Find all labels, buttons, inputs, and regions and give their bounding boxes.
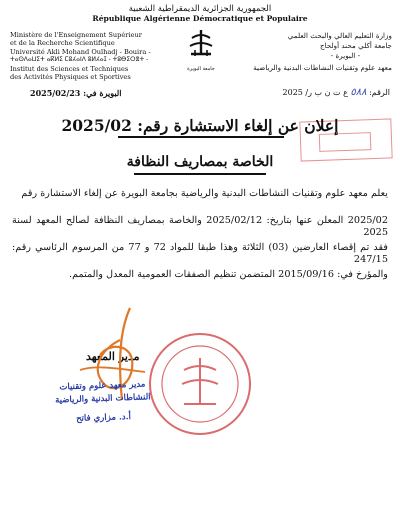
institute-french-2: des Activités Physiques et Sportives <box>10 73 131 81</box>
announcement-subtitle: الخاصة بمصاريف النظافة <box>126 154 274 170</box>
reference-number <box>283 88 390 98</box>
republic-arabic: الجمهورية الجزائرية الديمقراطية الشعبية <box>128 4 272 14</box>
director-stamp <box>47 378 159 427</box>
place-date <box>30 88 121 98</box>
document-date: 2025/02/23 <box>30 88 81 98</box>
stamp-name: أ.د. مزاري فاتح <box>75 412 132 424</box>
place-date-label: البويرة في: <box>83 88 122 98</box>
city-arabic: - البويرة - <box>330 51 360 60</box>
body-line-2: 2025/02 المعلن عنها بتاريخ: 2025/02/12 والخاصة بمصاريف النظافة لصالح المعهد لسنة 2025 <box>12 215 388 238</box>
body-line-4: والمؤرخ في: 2015/09/16 المتضمن تنظيم الصفقات العمومية المعدل والمتمم. <box>69 269 388 280</box>
republic-french: République Algérienne Démocratique et Populaire <box>92 14 308 23</box>
ministry-french-2: et de la Recherche Scientifique <box>10 39 115 47</box>
body-line-3: فقد تم إقصاء العارضين (03) الثلاثة وهذا طبقا للمواد 72 و 77 من المرسوم الرئاسي رقم: 247/15 <box>12 242 389 265</box>
ministry-french-1: Ministère de l'Enseignement Supérieur <box>10 31 142 39</box>
subtitle-underline <box>134 173 266 175</box>
director-title: مدير المعهد <box>86 350 140 363</box>
institute-arabic: معهد علوم وتقنيات النشاطات البدنية والرياضية <box>253 63 392 72</box>
reference-handwritten: ٥٨٨ <box>350 87 367 98</box>
announcement-title: إعلان عن إلغاء الاستشارة رقم: 2025/02 <box>61 116 339 135</box>
institute-french-1: Institut des Sciences et Techniques <box>10 65 129 73</box>
official-seal <box>146 330 254 438</box>
university-tamazight: ⵜⴰⵙⴷⴰⵡⵉⵜ ⴰⴽⵍⵉ ⵎⵓⵃⴰⵏⴷ ⵓⵍⵃⴰⵊ - ⵜⵓⴱⵉⵔⴻⵜ - <box>10 56 149 63</box>
reference-code: ع ت ن ب ر/ 2025 <box>282 88 348 97</box>
university-arabic: جامعة أكلي محند أولحاج <box>319 41 392 50</box>
title-underline <box>118 136 284 138</box>
body-line-1: يعلم معهد علوم وتقنيات النشاطات البدنية والرياضية بجامعة البويرة عن إلغاء الاستشارة رقم <box>21 188 388 199</box>
reference-label: الرقم: <box>369 88 390 97</box>
university-french: Université Akli Mohand Oulhadj - Bouira - <box>10 48 151 56</box>
logo-caption: جامعة البويرة <box>187 66 215 72</box>
university-logo <box>186 28 216 68</box>
stamp-line-1: مدير معهد علوم وتقنيات <box>59 379 146 393</box>
stamp-line-2: النشاطات البدنية والرياضية <box>54 392 151 406</box>
ministry-arabic: وزارة التعليم العالي والبحث العلمي <box>287 31 392 40</box>
